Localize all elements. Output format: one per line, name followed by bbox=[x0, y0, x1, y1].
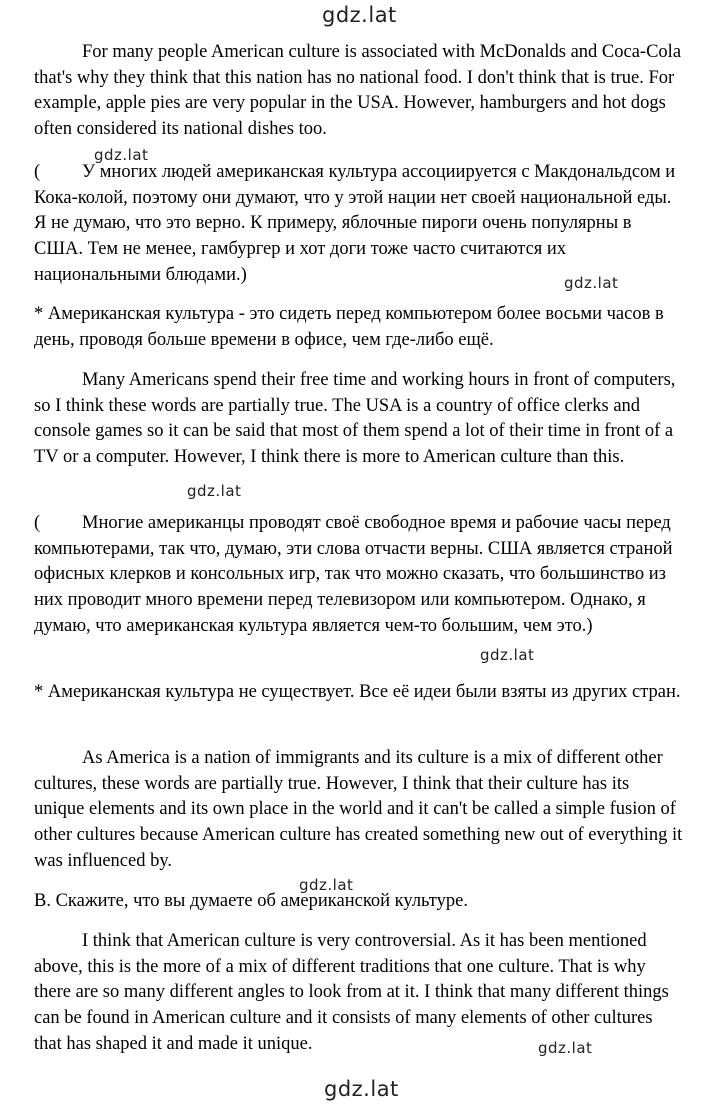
paragraph-russian-1-text: У многих людей американская культура ассоциируется с Макдональдсом и Кока-колой, поэтому они думают, что у этой нации нет своей национальной еды. Я не думаю, что это верно. К примеру, яблочные пироги очень популярны в США. Тем не менее, гамбургер и хот доги тоже часто считаются их национальными блюдами.) bbox=[34, 162, 676, 285]
paragraph-english-1: For many people American culture is associated with McDonalds and Coca-Cola that's why they think that this nation has no national food. I don't think that is true. For example, apple pies are very popular in the USA. However, hamburgers and hot dogs often considered its national dishes too. bbox=[34, 42, 682, 140]
watermark: gdz.lat bbox=[299, 876, 354, 894]
paragraph-english-3: As America is a nation of immigrants and its culture is a mix of different other cultures, these words are partially true. However, I think that their culture has its unique elements and its own place in the world and it can't be called a simple fusion of other cultures because American culture has created something new out of everything it was influenced by. bbox=[34, 748, 683, 871]
watermark: gdz.lat bbox=[187, 482, 242, 500]
open-paren: ( bbox=[34, 513, 41, 533]
statement-2: * Американская культура не существует. Все её идеи были взяты из других стран. bbox=[34, 682, 681, 702]
paragraph-english-2: Many Americans spend their free time and working hours in front of computers, so I think these words are partially true. The USA is a country of office clerks and console games so it can be said that most of them spend a lot of their time in front of a TV or a computer. However, I think there is more to American culture than this. bbox=[34, 370, 676, 468]
section-heading-b: B. Скажите, что вы думаете об американской культуре. bbox=[34, 891, 468, 911]
watermark: gdz.lat bbox=[564, 274, 619, 292]
watermark-top: gdz.lat bbox=[322, 3, 397, 27]
paragraph-english-4: I think that American culture is very controversial. As it has been mentioned above, this is the more of a mix of different traditions that one culture. That is why there are so many different angles to look from at it. I think that many different things can be found in American culture and it consists of many elements of other cultures that has shaped it and made it unique. bbox=[34, 931, 669, 1054]
statement-1: * Американская культура - это сидеть перед компьютером более восьми часов в день, проводя больше времени в офисе, чем где-либо ещё. bbox=[34, 304, 664, 350]
watermark: gdz.lat bbox=[538, 1039, 593, 1057]
paragraph-russian-2 bbox=[34, 511, 684, 640]
watermark-bottom: gdz.lat bbox=[324, 1077, 399, 1101]
paragraph-russian-1 bbox=[34, 160, 684, 289]
paragraph-russian-2-text: Многие американцы проводят своё свободное время и рабочие часы перед компьютерами, так что, думаю, эти слова отчасти верны. США является страной офисных клерков и консольных игр, так что можно сказать, что большинство из них проводит много времени перед телевизором или компьютером. Однако, я думаю, что американская культура является чем-то большим, чем это.) bbox=[34, 513, 673, 636]
watermark: gdz.lat bbox=[480, 646, 535, 664]
open-paren: ( bbox=[34, 162, 41, 182]
watermark: gdz.lat bbox=[94, 146, 149, 164]
